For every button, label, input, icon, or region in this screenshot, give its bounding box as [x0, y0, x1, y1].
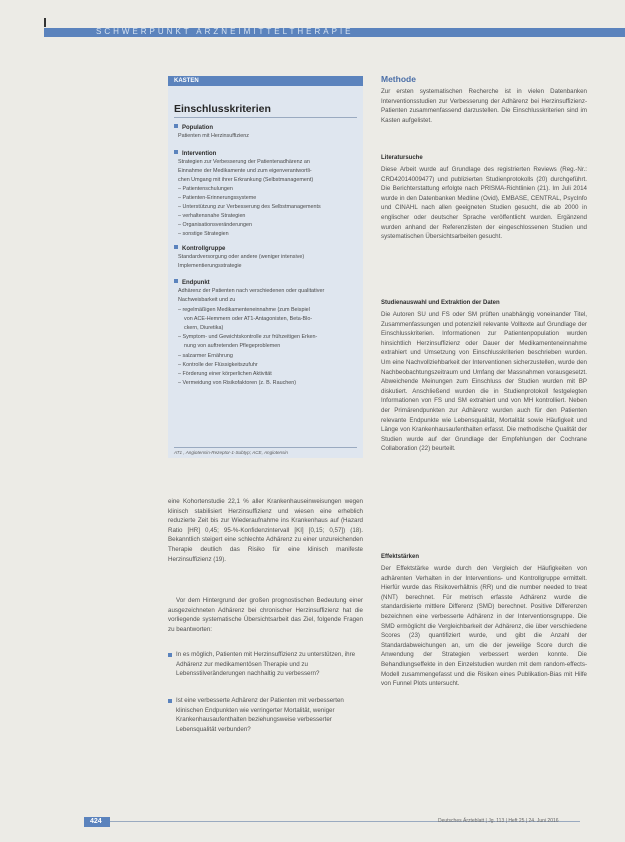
box-heading-endpoint: Endpunkt — [174, 279, 210, 286]
box-list-item: – sonstige Strategien — [178, 231, 229, 237]
box-footnote: AT1 , Angiotensin-Rezeptor-1-Subtyp; ACE, Angiotensin — [174, 450, 288, 455]
box-list-continuation: nung von auftretenden Pflegeproblemen — [184, 343, 281, 349]
subheading-effektstaerken: Effektstärken — [381, 554, 420, 560]
box-list-item: – Kontrolle der Flüssigkeitszufuhr — [178, 362, 258, 368]
box-line: Implementierungsstrategie — [178, 263, 242, 269]
box-footnote-divider — [174, 447, 357, 448]
box-heading-population: Population — [174, 124, 213, 131]
box-list-item: – Unterstützung zur Verbesserung des Selbstmanagements — [178, 204, 321, 210]
box-title: Einschlusskriterien — [174, 103, 271, 115]
box-line: Strategien zur Verbesserung der Patientenadhärenz an — [178, 159, 310, 165]
box-line: Standardversorgung oder andere (weniger intensive) — [178, 254, 305, 260]
box-list-item: – salzarmer Ernährung — [178, 353, 233, 359]
page-edge-mark — [44, 18, 46, 27]
box-label: KASTEN — [168, 76, 363, 86]
paragraph-literatursuche: Diese Arbeit wurde auf Grundlage des registrierten Reviews (Reg.-Nr.: CRD42014009477) und publizierten Studienprotokolls (20) durchgeführt. Die Berichterstattung erfolgte nach PRISMA-Richtlinien (21). Im Juli 2014 wurde in den Datenbanken Medline (Ovid), EMBASE, CENTRAL, PsycInfo und CINAHL nach allen geeigneten Studien gesucht, die ab 2000 in englischer oder deutscher Sprache veröffentlicht wurden. Ergänzend wurden anhand der Referenzlisten der eingeschlossenen Studien und systematischen Übersichtsarbeiten gesucht. — [381, 166, 587, 241]
bullet-square-icon — [174, 245, 178, 249]
box-line: Adhärenz der Patienten nach verschiedenen oder qualitativer — [178, 288, 325, 294]
bullet-square-icon — [168, 653, 172, 657]
paragraph-adherence-intro: eine Kohortenstudie 22,1 % aller Krankenhauseinweisungen wegen klinisch stabilisiert Herzinsuffizienz und wiesen eine erheblich reduzierte Zeit bis zur Wiederaufnahme ins Krankenhaus auf (Hazard Ratio [HR] 0,45; 95-%-Konfidenzintervall [KI] [0,15; 0,57]) (18). Bekanntlich steigert eine schlechte Adhärenz zu einer unzureichenden Therapie deutlich das Risiko für eine klinisch manifeste Herzinsuffizienz (19). — [168, 498, 363, 563]
box-heading-intervention: Intervention — [174, 150, 216, 157]
box-list-item: – regelmäßigen Medikamenteneinnahme (zum Beispiel — [178, 307, 310, 313]
box-list-item: – Organisationsveränderungen — [178, 222, 252, 228]
research-question-item: In es möglich, Patienten mit Herzinsuffizienz zu unterstützen, ihre Adhärenz zur medikamentösen Therapie und zu Lebensstilveränderungen nachhaltig zu verbessern? — [176, 650, 363, 679]
box-line: Nachweisbarkeit und zu — [178, 297, 236, 303]
box-line: Einnahme der Medikamente und zum eigenverantwortli- — [178, 168, 312, 174]
subheading-literatursuche: Literatursuche — [381, 155, 423, 161]
box-divider — [174, 117, 357, 118]
bullet-square-icon — [174, 124, 178, 128]
box-list-continuation: ckern, Diuretika) — [184, 325, 224, 331]
box-list-item: – Patienten-Erinnerungssysteme — [178, 195, 256, 201]
box-heading-control: Kontrollgruppe — [174, 245, 225, 252]
paragraph-aim: Vor dem Hintergrund der großen prognostischen Bedeutung einer ausgezeichneten Adhärenz bei chronischer Herzinsuffizienz hat die vorliegende systematische Übersichtsarbeit das Ziel, folgende Fragen zu beantworten: — [168, 597, 363, 633]
methode-intro: Zur ersten systematischen Recherche ist in vielen Datenbanken Interventionsstudien zur Verbesserung der Adhärenz bei Herzinsuffizienz-Patienten zusammenfassend darzustellen. Die Einschlusskriterien sind im Kasten aufgelistet. — [381, 88, 587, 124]
box-list-item: – Förderung einer körperlichen Aktivität — [178, 371, 272, 377]
paragraph-studienauswahl: Die Autoren SU und FS oder SM prüften unabhängig voneinander Titel, Zusammenfassungen und potenziell relevante Volltexte auf Grundlage der Einschlusskriterien. Informationen zur Patientenpopulation wurden hinsichtlich Herzinsuffizienz oder Dauer der Medikamenteneinnahme extrahiert und Umsetzung von Einschlusskriterien beschrieben wurden. Um eine Nachvollziehbarkeit der Interventionen sicherzustellen, wurde den Nachbeobachtungszeitraum und Umfang der Massnahmen vorausgesetzt. Abweichende Meinungen zum Einschluss der Studien wurden mit BP diskutiert. Anschließend wurden die in Studienprotokoll festgelegten Informationen von FS und SM extrahiert und von MH kontrolliert. Neben der Primärendpunkten zur Adhärenz wurden auch für den Patienten relevante Endpunkte wie Lebensqualität, Mortalität sowie Häufigkeit und Länge von Krankenhausaufenthalten erfasst. Die methodische Qualität der Studien wurde auf der Grundlage der Empfehlungen der Cochrane Collaboration (22) beurteilt. — [381, 311, 587, 453]
page-number: 424 — [90, 818, 102, 825]
box-list-item: – Patientenschulungen — [178, 186, 233, 192]
box-list-item: – Vermeidung von Risikofaktoren (z. B. Rauchen) — [178, 380, 296, 386]
box-list-item: – Symptom- und Gewichtskontrolle zur frühzeitigen Erken- — [178, 334, 317, 340]
subheading-studienauswahl: Studienauswahl und Extraktion der Daten — [381, 300, 500, 306]
box-line: chen Umgang mit ihrer Erkrankung (Selbstmanagement) — [178, 177, 314, 183]
research-question-item: Ist eine verbesserte Adhärenz der Patienten mit verbesserten klinischen Endpunkten wie verringerter Mortalität, weniger Krankenhausaufenthalten beziehungsweise verbesserter Lebensqualität verbunden? — [176, 696, 363, 734]
box-list-item: – verhaltensnahe Strategien — [178, 213, 245, 219]
box-line: Patienten mit Herzinsuffizienz — [178, 133, 249, 139]
bullet-square-icon — [174, 150, 178, 154]
paragraph-effektstaerken: Der Effektstärke wurde durch den Vergleich der Häufigkeiten von adhärenten Verhalten in der Interventions- und Kontrollgruppe ermittelt. Hierfür wurde das Risikoverhältnis (RR) und die number needed to treat (NNT) berechnet. Für metrisch erfasste Adhärenz wurde die standardisierte mittlere Differenz (SMD) berechnet. Positive Differenzen bezeichnen eine verbesserte Adhärenz in der Interventionsgruppe. Die SMD ermöglicht die Vergleichbarkeit der Adhärenz, die über verschiedene Scores (23) quantifiziert wurde, und gibt die Anzahl der Standardabweichungen an, um die der jeweilige Score durch die Anwendung der Strategien verbessert werden konnte. Die Behandlungseffekte in den Einzelstudien wurden mit dem random-effects-Modell zusammengefasst und die Risiken eines Publikation-Bias mit Hilfe von Funnel Plots untersucht. — [381, 565, 587, 688]
bullet-square-icon — [174, 279, 178, 283]
journal-citation: Deutsches Ärzteblatt | Jg. 113 | Heft 25 | 24. Juni 2016 — [438, 818, 559, 824]
section-header-text: SCHWERPUNKT ARZNEIMITTELTHERAPIE — [96, 27, 354, 36]
bullet-square-icon — [168, 699, 172, 703]
section-title-methode: Methode — [381, 74, 416, 84]
box-list-continuation: von ACE-Hemmern oder AT1-Antagonisten, Beta-Blo- — [184, 316, 313, 322]
